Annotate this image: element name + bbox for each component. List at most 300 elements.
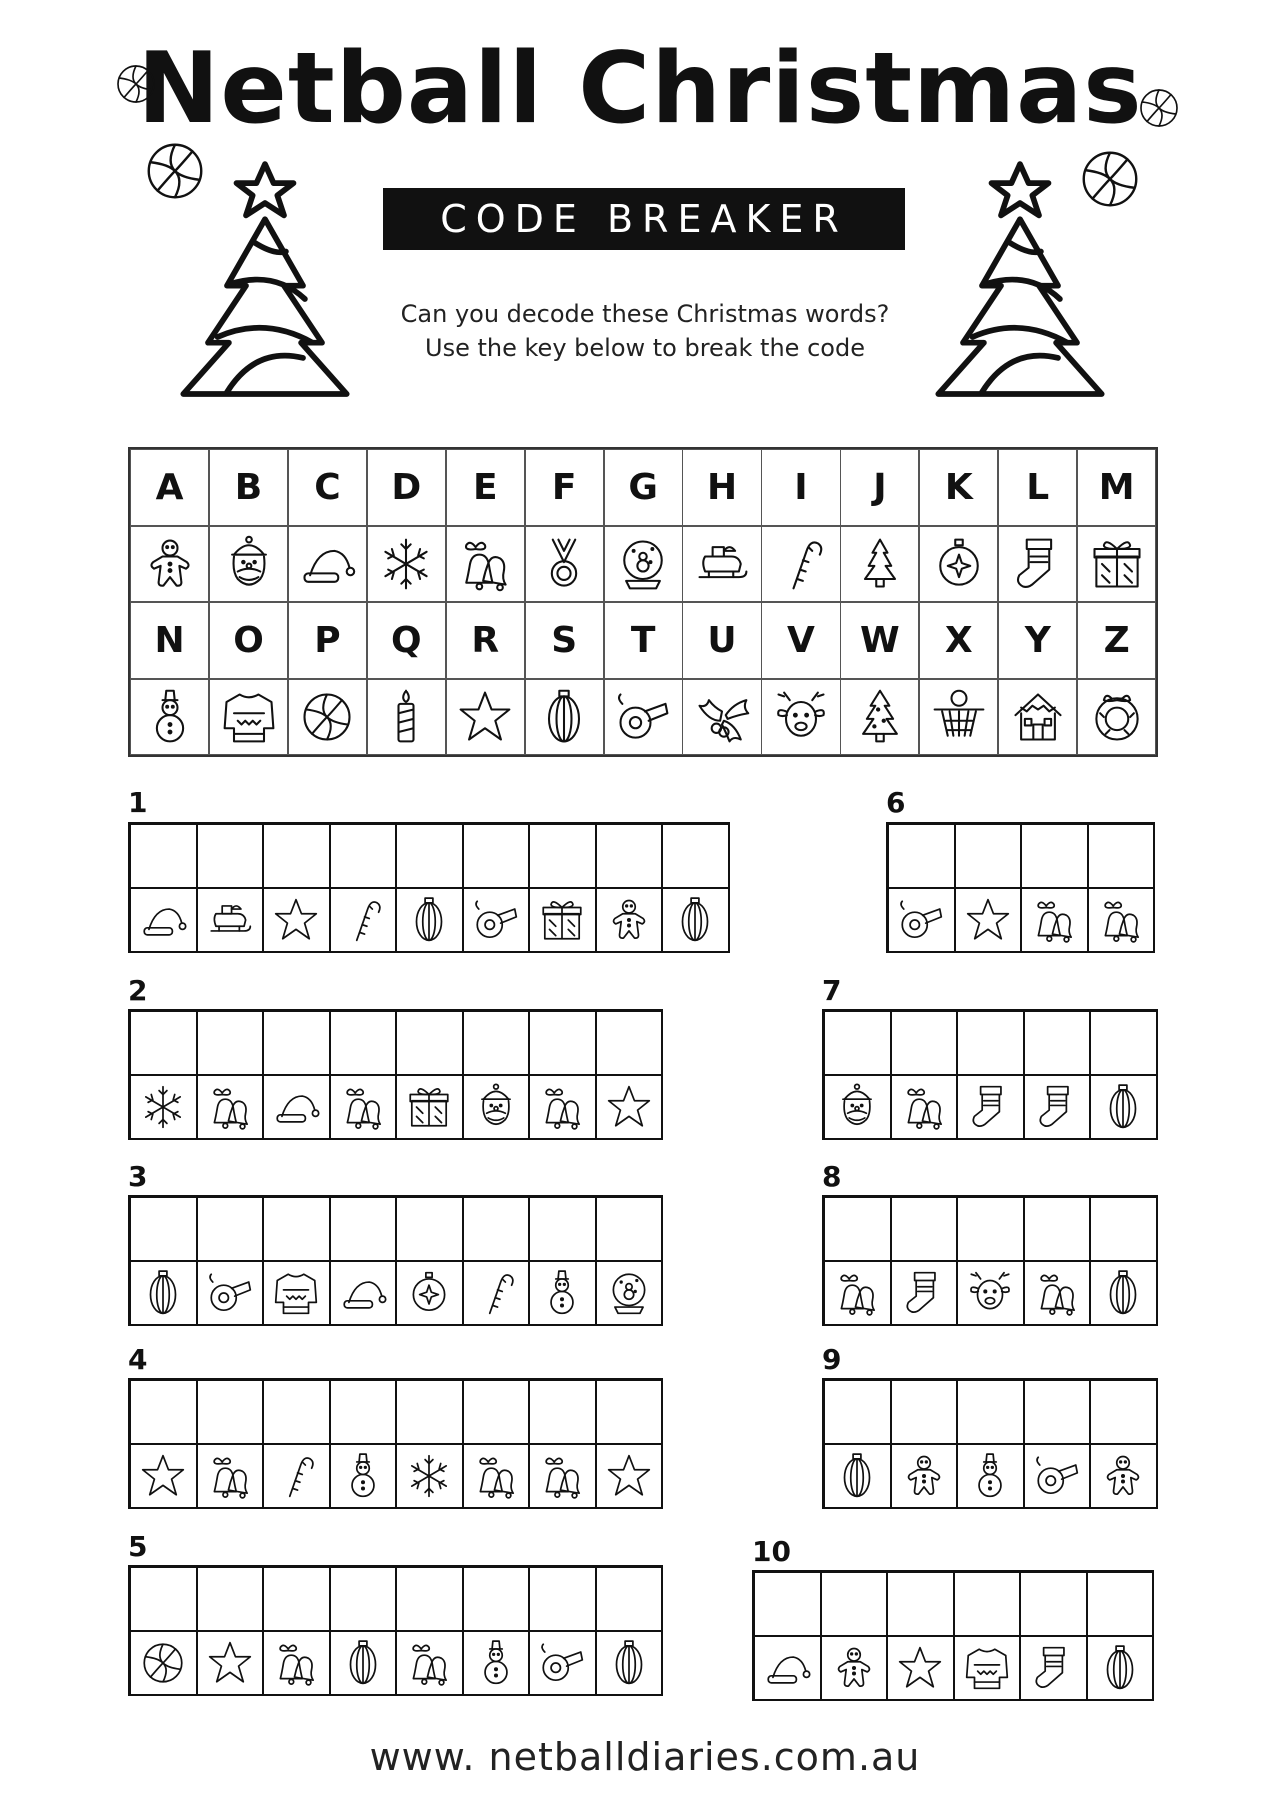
puzzle-grid-4 (128, 1378, 663, 1509)
answer-box[interactable] (396, 824, 463, 888)
answer-box[interactable] (1024, 1011, 1091, 1075)
bells-icon (1032, 1268, 1082, 1318)
whistle-icon (613, 687, 673, 747)
puzzle-number: 5 (128, 1530, 148, 1563)
code-symbol (396, 1261, 463, 1325)
answer-box[interactable] (1020, 1572, 1087, 1636)
key-letter-m (1077, 449, 1156, 526)
key-symbol-e (446, 526, 525, 603)
code-symbol (463, 1631, 530, 1695)
santa-icon (471, 1082, 521, 1132)
answer-box[interactable] (130, 1011, 197, 1075)
key-letter-label: R (471, 619, 500, 661)
key-letter-h (682, 449, 761, 526)
answer-box[interactable] (596, 1011, 663, 1075)
answer-box[interactable] (1090, 1011, 1157, 1075)
answer-box[interactable] (263, 1197, 330, 1261)
key-symbol-c (288, 526, 367, 603)
snowman-icon (965, 1451, 1015, 1501)
santa-hat-icon (138, 895, 188, 945)
star-icon (138, 1451, 188, 1501)
key-letter-label: E (472, 466, 498, 508)
answer-box[interactable] (396, 1567, 463, 1631)
key-symbol-a (130, 526, 209, 603)
puzzle-grid-8 (822, 1195, 1158, 1326)
sleigh-icon (205, 895, 255, 945)
whistle-icon (896, 895, 946, 945)
code-symbol (596, 888, 663, 952)
answer-box[interactable] (1021, 824, 1088, 888)
ornament-striped-icon (404, 895, 454, 945)
bells-icon (832, 1268, 882, 1318)
answer-box[interactable] (957, 1380, 1024, 1444)
santa-hat-icon (762, 1643, 812, 1693)
bells-icon (899, 1082, 949, 1132)
key-letter-label: T (630, 619, 656, 661)
key-letter-o (209, 602, 288, 679)
sleigh-icon (692, 534, 752, 594)
key-letter-d (367, 449, 446, 526)
answer-box[interactable] (197, 1197, 264, 1261)
key-letter-e (446, 449, 525, 526)
code-symbol (821, 1636, 888, 1700)
code-symbol (957, 1444, 1024, 1508)
code-symbol (197, 1075, 264, 1139)
key-letter-label: Q (391, 619, 422, 661)
key-letter-label: A (155, 466, 184, 508)
whistle-icon (205, 1268, 255, 1318)
puzzle-number: 1 (128, 786, 148, 819)
puzzle-grid-1 (128, 822, 730, 953)
answer-box[interactable] (396, 1197, 463, 1261)
answer-box[interactable] (263, 1011, 330, 1075)
gift-icon (1087, 534, 1147, 594)
answer-box[interactable] (887, 1572, 954, 1636)
answer-box[interactable] (754, 1572, 821, 1636)
code-symbol (263, 1261, 330, 1325)
answer-box[interactable] (957, 1197, 1024, 1261)
key-symbol-r (446, 679, 525, 756)
key-symbol-x (919, 679, 998, 756)
key-letter-n (130, 602, 209, 679)
code-symbol (529, 1075, 596, 1139)
christmas-tree-icon (850, 687, 910, 747)
key-letter-label: K (944, 466, 973, 508)
code-symbol (1024, 1444, 1091, 1508)
answer-box[interactable] (596, 1380, 663, 1444)
code-symbol (891, 1444, 958, 1508)
answer-box[interactable] (130, 824, 197, 888)
answer-box[interactable] (463, 1380, 530, 1444)
page-title: Netball Christmas (137, 32, 1143, 146)
key-symbol-z (1077, 679, 1156, 756)
puzzle-grid-9 (822, 1378, 1158, 1509)
bells-icon (1096, 895, 1146, 945)
medal-icon (534, 534, 594, 594)
key-symbol-s (525, 679, 604, 756)
key-letter-label: B (234, 466, 263, 508)
puzzle-grid-7 (822, 1009, 1158, 1140)
star-icon (455, 687, 515, 747)
answer-box[interactable] (396, 1011, 463, 1075)
code-symbol (1090, 1261, 1157, 1325)
key-symbol-y (998, 679, 1077, 756)
star-icon (895, 1643, 945, 1693)
answer-box[interactable] (1088, 824, 1155, 888)
key-symbol-b (209, 526, 288, 603)
code-symbol (888, 888, 955, 952)
code-symbol (891, 1261, 958, 1325)
answer-box[interactable] (330, 1380, 397, 1444)
whistle-icon (471, 895, 521, 945)
snowman-icon (338, 1451, 388, 1501)
small-tree-icon (850, 534, 910, 594)
key-symbol-g (604, 526, 683, 603)
netball-icon (112, 60, 160, 108)
snow-globe-icon (613, 534, 673, 594)
snowflake-icon (376, 534, 436, 594)
code-symbol (263, 888, 330, 952)
code-symbol (330, 1444, 397, 1508)
stocking-icon (1032, 1082, 1082, 1132)
code-symbol (1088, 888, 1155, 952)
bells-icon (338, 1082, 388, 1132)
code-symbol (824, 1075, 891, 1139)
whistle-icon (1032, 1451, 1082, 1501)
ornament-bauble-icon (404, 1268, 454, 1318)
key-symbol-w (840, 679, 919, 756)
code-symbol (1024, 1261, 1091, 1325)
code-symbol (396, 1444, 463, 1508)
answer-box[interactable] (1087, 1572, 1154, 1636)
candy-cane-icon (271, 1451, 321, 1501)
ornament-bauble-icon (929, 534, 989, 594)
santa-icon (219, 534, 279, 594)
code-symbol (662, 888, 729, 952)
netball-icon (1135, 84, 1183, 132)
key-symbol-l (998, 526, 1077, 603)
code-symbol (957, 1075, 1024, 1139)
gingerbread-icon (899, 1451, 949, 1501)
code-symbol (1087, 1636, 1154, 1700)
answer-box[interactable] (463, 824, 530, 888)
puzzle-grid-5 (128, 1565, 663, 1696)
gift-icon (537, 895, 587, 945)
ornament-striped-icon (1095, 1643, 1145, 1693)
answer-box[interactable] (463, 1197, 530, 1261)
bells-icon (471, 1451, 521, 1501)
ornament-striped-icon (338, 1638, 388, 1688)
code-symbol (824, 1444, 891, 1508)
key-symbol-u (682, 679, 761, 756)
santa-hat-icon (338, 1268, 388, 1318)
ornament-striped-icon (138, 1268, 188, 1318)
snowflake-icon (138, 1082, 188, 1132)
gingerbread-house-icon (1008, 687, 1068, 747)
answer-box[interactable] (821, 1572, 888, 1636)
answer-box[interactable] (529, 1567, 596, 1631)
code-symbol (130, 1444, 197, 1508)
star-icon (271, 895, 321, 945)
answer-box[interactable] (955, 824, 1022, 888)
code-symbol (130, 1261, 197, 1325)
answer-box[interactable] (529, 1380, 596, 1444)
answer-box[interactable] (891, 1011, 958, 1075)
answer-box[interactable] (197, 1011, 264, 1075)
answer-box[interactable] (957, 1011, 1024, 1075)
bells-icon (537, 1082, 587, 1132)
code-symbol (396, 1075, 463, 1139)
key-letter-t (604, 602, 683, 679)
code-symbol (197, 1631, 264, 1695)
answer-box[interactable] (263, 824, 330, 888)
key-letter-x (919, 602, 998, 679)
snowman-icon (537, 1268, 587, 1318)
sweater-icon (219, 687, 279, 747)
stocking-icon (1008, 534, 1068, 594)
code-symbol (197, 888, 264, 952)
answer-box[interactable] (596, 824, 663, 888)
key-letter-label: M (1098, 466, 1135, 508)
puzzle-grid-2 (128, 1009, 663, 1140)
answer-box[interactable] (263, 1380, 330, 1444)
key-letter-label: G (628, 466, 658, 508)
key-letter-label: V (787, 619, 815, 661)
puzzle-grid-6 (886, 822, 1155, 953)
santa-icon (832, 1082, 882, 1132)
answer-box[interactable] (888, 824, 955, 888)
bells-icon (537, 1451, 587, 1501)
sweater-icon (962, 1643, 1012, 1693)
answer-box[interactable] (529, 824, 596, 888)
key-letter-w (840, 602, 919, 679)
santa-hat-icon (297, 534, 357, 594)
instruction-line-2: Use the key below to break the code (425, 334, 865, 362)
puzzle-number: 8 (822, 1160, 842, 1193)
code-symbol (330, 1075, 397, 1139)
key-letter-u (682, 602, 761, 679)
christmas-tree-icon (925, 155, 1115, 405)
key-letter-z (1077, 602, 1156, 679)
ornament-striped-icon (1098, 1268, 1148, 1318)
key-letter-c (288, 449, 367, 526)
code-symbol (263, 1444, 330, 1508)
bells-icon (455, 534, 515, 594)
bells-icon (1029, 895, 1079, 945)
ornament-striped-icon (670, 895, 720, 945)
key-symbol-f (525, 526, 604, 603)
key-letter-p (288, 602, 367, 679)
key-symbol-h (682, 526, 761, 603)
bells-icon (271, 1638, 321, 1688)
key-letter-label: N (154, 619, 185, 661)
puzzle-number: 9 (822, 1343, 842, 1376)
code-symbol (1021, 888, 1088, 952)
stocking-icon (1028, 1643, 1078, 1693)
key-letter-j (840, 449, 919, 526)
puzzle-grid-3 (128, 1195, 663, 1326)
answer-box[interactable] (197, 1380, 264, 1444)
key-letter-l (998, 449, 1077, 526)
answer-box[interactable] (1024, 1380, 1091, 1444)
key-letter-label: P (314, 619, 341, 661)
key-letter-label: Y (1024, 619, 1051, 661)
footer-url: www. netballdiaries.com.au (369, 1735, 921, 1779)
key-letter-label: X (944, 619, 973, 661)
netball-hoop-icon (929, 687, 989, 747)
answer-box[interactable] (130, 1197, 197, 1261)
answer-box[interactable] (662, 824, 729, 888)
code-symbol (263, 1631, 330, 1695)
snow-globe-icon (604, 1268, 654, 1318)
answer-box[interactable] (824, 1380, 891, 1444)
answer-box[interactable] (1024, 1197, 1091, 1261)
code-symbol (130, 1631, 197, 1695)
code-symbol (263, 1075, 330, 1139)
whistle-icon (537, 1638, 587, 1688)
code-symbol (1024, 1075, 1091, 1139)
code-symbol (463, 1261, 530, 1325)
answer-box[interactable] (529, 1011, 596, 1075)
code-symbol (197, 1261, 264, 1325)
star-icon (604, 1451, 654, 1501)
code-symbol (754, 1636, 821, 1700)
answer-box[interactable] (824, 1197, 891, 1261)
answer-box[interactable] (330, 1567, 397, 1631)
code-symbol (463, 1444, 530, 1508)
christmas-tree-icon (170, 155, 360, 405)
star-icon (604, 1082, 654, 1132)
code-symbol (1020, 1636, 1087, 1700)
answer-box[interactable] (330, 824, 397, 888)
key-letter-a (130, 449, 209, 526)
netball-icon (297, 687, 357, 747)
key-letter-label: S (551, 619, 578, 661)
code-symbol (529, 1444, 596, 1508)
key-symbol-j (840, 526, 919, 603)
code-symbol (330, 1631, 397, 1695)
snowflake-icon (404, 1451, 454, 1501)
code-symbol (529, 888, 596, 952)
key-symbol-p (288, 679, 367, 756)
answer-box[interactable] (197, 1567, 264, 1631)
key-symbol-m (1077, 526, 1156, 603)
code-symbol (824, 1261, 891, 1325)
netball-icon (138, 1638, 188, 1688)
answer-box[interactable] (463, 1011, 530, 1075)
answer-box[interactable] (891, 1197, 958, 1261)
code-symbol (529, 1631, 596, 1695)
answer-box[interactable] (954, 1572, 1021, 1636)
key-letter-label: F (551, 466, 577, 508)
key-letter-b (209, 449, 288, 526)
bells-icon (404, 1638, 454, 1688)
key-symbol-i (761, 526, 840, 603)
code-symbol (887, 1636, 954, 1700)
answer-box[interactable] (396, 1380, 463, 1444)
star-icon (963, 895, 1013, 945)
answer-box[interactable] (529, 1197, 596, 1261)
code-symbol (596, 1444, 663, 1508)
key-letter-label: H (706, 466, 738, 508)
bells-icon (205, 1082, 255, 1132)
key-letter-q (367, 602, 446, 679)
ornament-striped-icon (534, 687, 594, 747)
answer-box[interactable] (824, 1011, 891, 1075)
candy-cane-icon (338, 895, 388, 945)
stocking-icon (899, 1268, 949, 1318)
star-icon (205, 1638, 255, 1688)
code-symbol (596, 1631, 663, 1695)
answer-box[interactable] (1090, 1197, 1157, 1261)
puzzle-number: 2 (128, 974, 148, 1007)
ornament-striped-icon (604, 1638, 654, 1688)
key-symbol-d (367, 526, 446, 603)
answer-box[interactable] (1090, 1380, 1157, 1444)
key-letter-v (761, 602, 840, 679)
puzzle-number: 3 (128, 1160, 148, 1193)
answer-box[interactable] (330, 1197, 397, 1261)
answer-box[interactable] (463, 1567, 530, 1631)
code-symbol (396, 1631, 463, 1695)
code-symbol (1090, 1075, 1157, 1139)
gingerbread-icon (140, 534, 200, 594)
code-symbol (596, 1075, 663, 1139)
answer-box[interactable] (330, 1011, 397, 1075)
key-letter-label: I (794, 466, 808, 508)
key-symbol-o (209, 679, 288, 756)
puzzle-number: 7 (822, 974, 842, 1007)
key-letter-label: J (873, 466, 887, 508)
code-symbol (891, 1075, 958, 1139)
puzzle-number: 10 (752, 1535, 791, 1568)
answer-box[interactable] (596, 1197, 663, 1261)
instruction-line-1: Can you decode these Christmas words? (400, 300, 890, 328)
puzzle-number: 4 (128, 1343, 148, 1376)
key-letter-g (604, 449, 683, 526)
answer-box[interactable] (130, 1380, 197, 1444)
ornament-striped-icon (832, 1451, 882, 1501)
gingerbread-icon (604, 895, 654, 945)
code-symbol (596, 1261, 663, 1325)
answer-box[interactable] (891, 1380, 958, 1444)
candy-cane-icon (771, 534, 831, 594)
code-symbol (130, 1075, 197, 1139)
answer-box[interactable] (596, 1567, 663, 1631)
subtitle-banner: CODE BREAKER (383, 188, 905, 250)
key-symbol-v (761, 679, 840, 756)
key-letter-r (446, 602, 525, 679)
snowman-icon (140, 687, 200, 747)
key-letter-f (525, 449, 604, 526)
key-letter-label: L (1026, 466, 1050, 508)
key-letter-label: O (233, 619, 264, 661)
answer-box[interactable] (130, 1567, 197, 1631)
sweater-icon (271, 1268, 321, 1318)
code-symbol (463, 888, 530, 952)
answer-box[interactable] (197, 824, 264, 888)
gift-icon (404, 1082, 454, 1132)
key-letter-label: W (860, 619, 900, 661)
key-letter-y (998, 602, 1077, 679)
key-symbol-t (604, 679, 683, 756)
answer-box[interactable] (263, 1567, 330, 1631)
code-key-table (128, 447, 1158, 757)
key-letter-label: Z (1103, 619, 1130, 661)
puzzle-number: 6 (886, 786, 906, 819)
key-letter-label: D (391, 466, 422, 508)
puzzle-grid-10 (752, 1570, 1154, 1701)
